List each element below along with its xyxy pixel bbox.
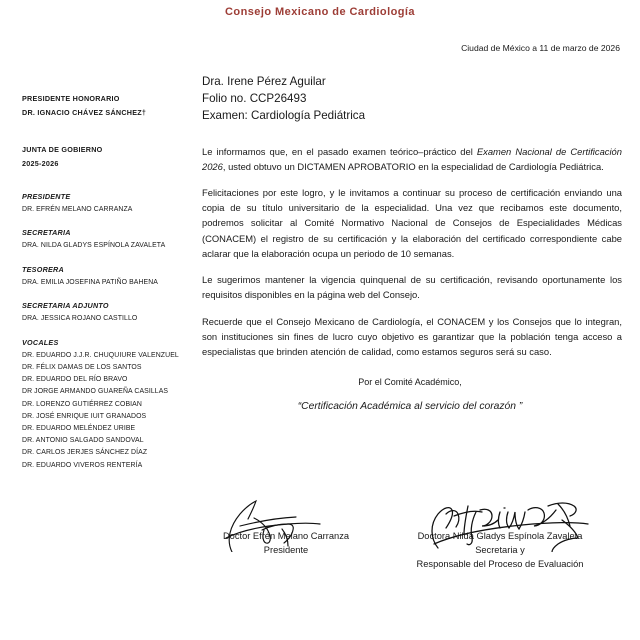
- signature-secretary-name: Doctora Nilda Gladys Espínola Zavaleta: [417, 531, 583, 541]
- paragraph-result-part2: , usted obtuvo un DICTAMEN APROBATORIO en la especialidad de Cardiología Pediátrica.: [222, 160, 604, 172]
- folio-number: Folio no. CCP26493: [202, 92, 307, 106]
- officer-role-secretaria: SECRETARIA: [22, 228, 71, 238]
- vocales-heading: VOCALES: [22, 337, 59, 347]
- exam-name-emphasis: Examen Nacional de Certificación 2026: [202, 145, 622, 172]
- vocal-item: DR JORGE ARMANDO GUAREÑA CASILLAS: [22, 388, 169, 396]
- spacer: [22, 131, 194, 145]
- vocal-item: DR. LORENZO GUTIÉRREZ COBIAN: [22, 400, 142, 408]
- vocal-item: DR. ANTONIO SALGADO SANDOVAL: [22, 437, 144, 445]
- vocal-item: DR. EDUARDO DEL RÍO BRAVO: [22, 376, 128, 384]
- officer-role-tesorera: TESORERA: [22, 264, 64, 274]
- signature-secretary-role-line2: Responsable del Proceso de Evaluación: [416, 558, 584, 569]
- paragraph-validity: Le sugerimos mantener la vigencia quinquenal de su certificación, revisando oportunamente los requisitos disponibles en la página web del Consejo.: [202, 274, 622, 301]
- paragraph-next-steps: Felicitaciones por este logro, y le invitamos a continuar su proceso de certificación enviando una copia de su título universitario de la especialidad. Una vez que recibamos este documento, podremos solicitar al Comité Normativo Nacional de Consejos de Especialidades Médicas (CONACEM) el registro de su certificación y la elaboración del certificado correspondiente cabe aclarar que la elaboración ocupa un periodo de 10 semanas.: [202, 186, 622, 259]
- closing-salutation: Por el Comité Académico,: [358, 377, 462, 388]
- officer-name-tesorera: DRA. EMILIA JOSEFINA PATIÑO BAHENA: [22, 278, 159, 286]
- signature-president: [196, 530, 376, 558]
- closing-block: [202, 376, 626, 414]
- board-sidebar: [22, 18, 194, 484]
- addressee-block: [202, 73, 626, 124]
- signature-secretary: [372, 530, 628, 571]
- officer-role-presidente: PRESIDENTE: [22, 191, 71, 201]
- honorary-president-heading: PRESIDENTE HONORARIO: [22, 94, 120, 103]
- officer-name-secretaria: DRA. NILDA GLADYS ESPÍNOLA ZAVALETA: [22, 242, 166, 250]
- vocales-list: [22, 351, 194, 472]
- governing-board-period: 2025-2026: [22, 158, 59, 168]
- signature-secretary-role-line1: Secretaria y: [475, 544, 525, 555]
- governing-board-block: [22, 145, 194, 169]
- vocal-item: DR. JOSÉ ENRIQUE IUIT GRANADOS: [22, 412, 147, 420]
- vocal-item: DR. FÉLIX DAMAS DE LOS SANTOS: [22, 363, 142, 371]
- dateline: Ciudad de México a 11 de marzo de 2026: [461, 43, 620, 53]
- addressee-name: Dra. Irene Pérez Aguilar: [202, 75, 326, 89]
- officer-name-presidente: DR. EFRÉN MELANO CARRANZA: [22, 205, 133, 213]
- officer-secretaria-adjunto: [22, 301, 194, 325]
- vocales-block: [22, 338, 194, 471]
- organization-title: Consejo Mexicano de Cardiología: [225, 6, 415, 18]
- vocal-item: DR. EDUARDO MELÉNDEZ URIBE: [22, 424, 136, 432]
- signature-president-name: Doctor Efrén Melano Carranza: [222, 531, 350, 541]
- letter-body: [194, 18, 626, 414]
- paragraph-result-part1: Le informamos que, en el pasado examen teórico–práctico del: [202, 145, 477, 157]
- signature-block: [0, 530, 640, 640]
- governing-board-heading: JUNTA DE GOBIERNO: [22, 144, 103, 154]
- letter-page: [0, 18, 640, 484]
- paragraph-result: [202, 144, 626, 174]
- vocal-item: DR. EDUARDO VIVEROS RENTERÍA: [22, 461, 143, 469]
- officer-role-secretaria-adjunto: SECRETARIA ADJUNTO: [22, 301, 109, 311]
- officer-tesorera: [22, 265, 194, 289]
- honorary-president-block: [22, 94, 194, 118]
- signature-president-role: Presidente: [263, 544, 309, 555]
- vocal-item: DR. CARLOS JERJES SÁNCHEZ DÍAZ: [22, 449, 148, 457]
- exam-specialty: Examen: Cardiología Pediátrica: [202, 109, 366, 123]
- honorary-president-name: DR. IGNACIO CHÁVEZ SÁNCHEZ†: [22, 107, 147, 117]
- officer-presidente: [22, 192, 194, 216]
- officer-name-secretaria-adjunto: DRA. JESSICA ROJANO CASTILLO: [22, 315, 138, 323]
- spacer: [22, 182, 194, 192]
- institutional-motto: “Certificación Académica al servicio del corazón ”: [297, 400, 523, 412]
- officer-secretaria: [22, 228, 194, 252]
- letterhead: [0, 0, 640, 18]
- paragraph-mission: Recuerde que el Consejo Mexicano de Cardiología, el CONACEM y los Consejos que lo integran, son instituciones sin fines de lucro cuyo objetivo es garantizar que la población tenga acceso a especialistas que brinden atención de calidad, como estamos seguros será su caso.: [202, 315, 622, 358]
- vocal-item: DR. EDUARDO J.J.R. CHUQUIURE VALENZUEL: [22, 351, 179, 359]
